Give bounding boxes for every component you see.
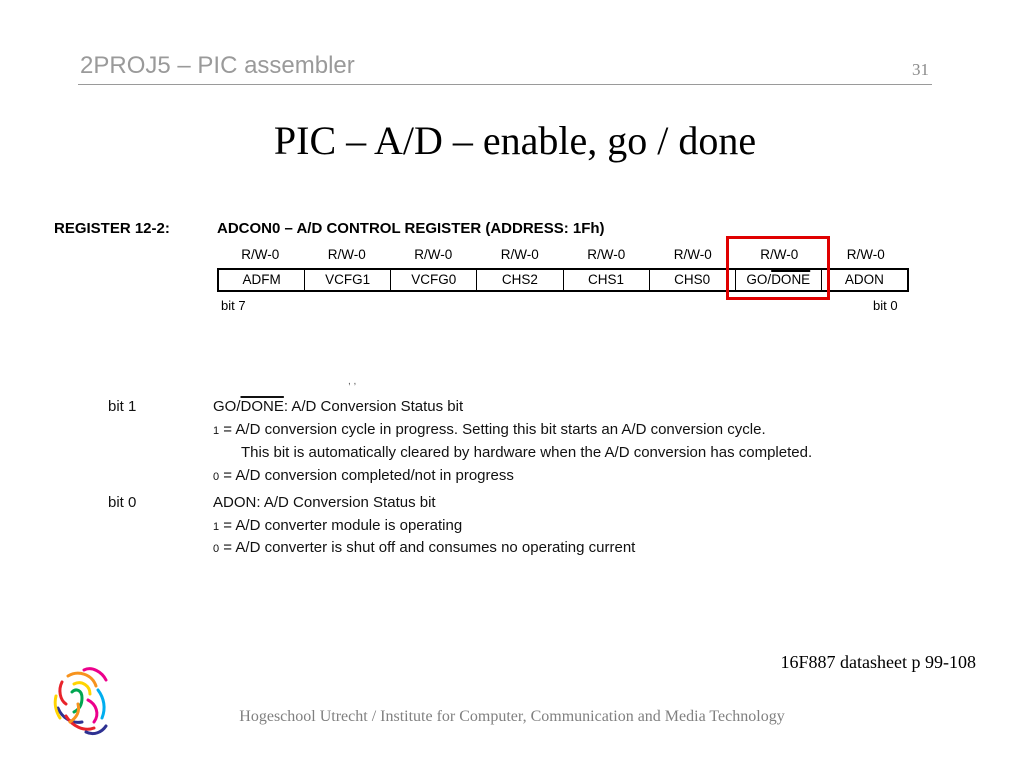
bit0-v0-digit: 0 — [213, 543, 220, 555]
bit0-v1-digit: 1 — [213, 521, 220, 533]
bit-attribute: R/W-0 — [673, 247, 712, 262]
go-done-highlight — [726, 236, 830, 300]
bit1-v1-digit: 1 — [213, 425, 220, 437]
bit1-title-rest: : A/D Conversion Status bit — [283, 398, 464, 415]
go-text: GO/ — [746, 272, 772, 287]
slide-title: PIC – A/D – enable, go / done — [273, 118, 757, 163]
bit1-value1-continued: This bit is automatically cleared by hardware when the A/D conversion has completed. — [241, 444, 813, 461]
bit1-value0 — [213, 467, 514, 484]
bit1-v0-digit: 0 — [213, 471, 220, 483]
bit0-v0-text: = A/D converter is shut off and consumes no operating current — [219, 539, 636, 556]
register-label: REGISTER 12-2: — [54, 220, 170, 237]
slide-number: 31 — [912, 60, 929, 79]
bit-cell-adfm: ADFM — [242, 272, 281, 287]
bit0-value1 — [213, 517, 462, 534]
bit-attribute: R/W-0 — [846, 247, 885, 262]
bit-attribute: R/W-0 — [241, 247, 280, 262]
bit-high-label: bit 7 — [221, 298, 246, 313]
bit1-name-go: GO/ — [213, 398, 241, 415]
colorful-fingerprint-logo-icon — [48, 660, 120, 740]
done-text: DONE — [771, 272, 811, 287]
bit-attribute: R/W-0 — [760, 247, 799, 262]
stray-marks: , , — [348, 376, 357, 387]
register-caption — [54, 220, 605, 237]
bit-cell-chs1: CHS1 — [563, 270, 649, 290]
bit-attribute: R/W-0 — [587, 247, 626, 262]
bit-cell-vcfg1: VCFG1 — [304, 270, 390, 290]
bit1-value1 — [213, 421, 766, 438]
footer-institution: Hogeschool Utrecht / Institute for Computer, Communication and Media Technology — [239, 708, 785, 725]
bit1-label: bit 1 — [108, 398, 137, 415]
bit-cell-adon: ADON — [821, 270, 907, 290]
bit-attribute: R/W-0 — [414, 247, 453, 262]
bit-cell-chs2: CHS2 — [476, 270, 562, 290]
bit1-name-done: DONE — [240, 398, 284, 415]
register-name: ADCON0 – A/D CONTROL REGISTER (ADDRESS: 1Fh) — [217, 220, 605, 237]
datasheet-reference: 16F887 datasheet p 99-108 — [780, 652, 976, 672]
bit1-v1-text: = A/D conversion cycle in progress. Setting this bit starts an A/D conversion cycle. — [219, 421, 766, 438]
header-divider — [78, 84, 932, 85]
bit-cell-vcfg0: VCFG0 — [390, 270, 476, 290]
bit0-title: ADON: A/D Conversion Status bit — [213, 494, 436, 511]
course-title: 2PROJ5 – PIC assembler — [80, 52, 355, 79]
bit1-title — [213, 398, 463, 415]
bit0-value0 — [213, 539, 635, 556]
bit-cell-chs0: CHS0 — [649, 270, 735, 290]
bit-low-label: bit 0 — [873, 298, 898, 313]
bit1-v0-text: = A/D conversion completed/not in progress — [219, 467, 514, 484]
bit-attribute: R/W-0 — [500, 247, 539, 262]
bit0-v1-text: = A/D converter module is operating — [219, 517, 463, 534]
bit-attribute: R/W-0 — [327, 247, 366, 262]
bit0-label: bit 0 — [108, 494, 137, 511]
